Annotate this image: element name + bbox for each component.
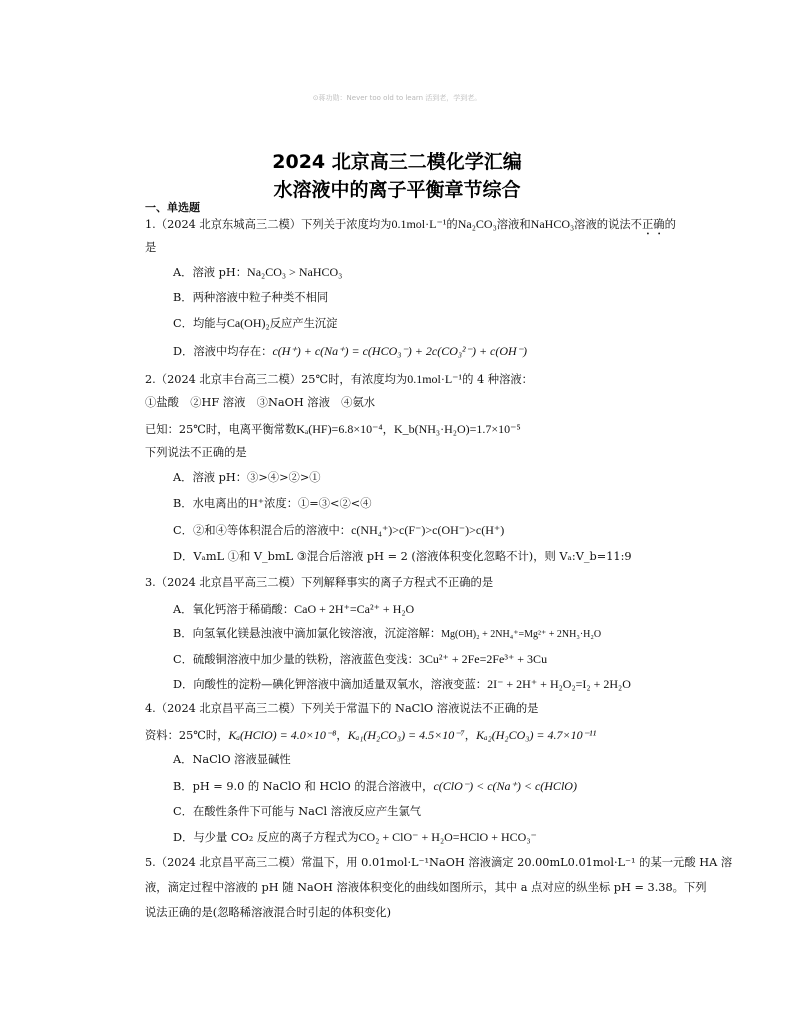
- q2-option-d: D．VₐmL ①和 V_bmL ③混合后溶液 pH = 2 (溶液体积变化忽略不计)，则 Vₐ:V_b=11:9: [173, 550, 632, 563]
- q2-known: 已知：25℃时，电离平衡常数Kₐ(HF)=6.8×10⁻⁴，K_b(NH₃·H₂O)=1.7×10⁻⁵: [145, 422, 521, 436]
- q1-option-a: A．溶液 pH：Na₂CO₃ > NaHCO₃: [173, 265, 343, 279]
- q2-solutions: ①盐酸 ②HF 溶液 ③NaOH 溶液 ④氨水: [145, 396, 376, 409]
- q2-prompt: 下列说法不正确的是: [145, 446, 247, 459]
- section-heading: 一、单选题: [145, 201, 200, 214]
- q2-option-c: C．②和④等体积混合后的溶液中：c(NH₄⁺)>c(F⁻)>c(OH⁻)>c(H⁺): [173, 523, 505, 537]
- q2-option-b: B．水电离出的H⁺浓度：①=③<②<④: [173, 496, 372, 510]
- q5-stem-line1: 5.（2024 北京昌平高三二模）常温下，用 0.01mol·L⁻¹NaOH 溶液滴定 20.00mL0.01mol·L⁻¹ 的某一元酸 HA 溶: [145, 856, 733, 869]
- q4-stem: 4.（2024 北京昌平高三二模）下列关于常温下的 NaClO 溶液说法不正确的是: [145, 702, 539, 715]
- q2-option-a: A．溶液 pH：③>④>②>①: [173, 471, 321, 484]
- q1-stem-cont: 是: [145, 241, 157, 254]
- q4-option-a: A．NaClO 溶液显碱性: [173, 753, 291, 766]
- q1-option-d: D．溶液中均存在：c(H⁺) + c(Na⁺) = c(HCO₃⁻) + 2c(CO₃²⁻) + c(OH⁻): [173, 344, 528, 358]
- q2-stem: 2.（2024 北京丰台高三二模）25℃时，有浓度均为0.1mol·L⁻¹的 4 种溶液：: [145, 372, 533, 386]
- q1-option-c: C．均能与Ca(OH)₂反应产生沉淀: [173, 316, 338, 330]
- q3-option-d: D．向酸性的淀粉—碘化钾溶液中滴加适量双氧水，溶液变蓝：2I⁻ + 2H⁺ + H₂O₂=I₂ + 2H₂O: [173, 677, 631, 691]
- q4-data: 资料：25℃时，Kₐ(HClO) = 4.0×10⁻⁸，Kₐ₁(H₂CO₃) = 4.5×10⁻⁷，Kₐ₂(H₂CO₃) = 4.7×10⁻¹¹: [145, 728, 597, 742]
- page-subtitle: 水溶液中的离子平衡章节综合: [273, 179, 521, 201]
- q5-stem-line2: 液，滴定过程中溶液的 pH 随 NaOH 溶液体积变化的曲线如图所示，其中 a 点对应的纵坐标 pH = 3.38。下列: [145, 881, 707, 894]
- watermark: ⊙蒋功勋：Never too old to learn 活到老，学到老。: [312, 94, 482, 102]
- q4-option-b: B．pH = 9.0 的 NaClO 和 HClO 的混合溶液中，c(ClO⁻) < c(Na⁺) < c(HClO): [173, 779, 577, 793]
- q4-option-d: D．与少量 CO₂ 反应的离子方程式为CO₂ + ClO⁻ + H₂O=HClO + HCO₃⁻: [173, 830, 537, 844]
- page-title: 2024 北京高三二模化学汇编: [272, 151, 522, 173]
- q3-option-a: A．氧化钙溶于稀硝酸：CaO + 2H⁺=Ca²⁺ + H₂O: [173, 602, 415, 616]
- q5-stem-line3: 说法正确的是(忽略稀溶液混合时引起的体积变化): [145, 906, 392, 919]
- q3-option-b: B．向氢氧化镁悬浊液中滴加氯化铵溶液，沉淀溶解：Mg(OH)₂ + 2NH₄⁺=Mg²⁺ + 2NH₃·H₂O: [173, 627, 602, 640]
- q3-stem: 3.（2024 北京昌平高三二模）下列解释事实的离子方程式不正确的是: [145, 576, 494, 589]
- q4-option-c: C．在酸性条件下可能与 NaCl 溶液反应产生氯气: [173, 805, 422, 818]
- q1-option-b: B．两种溶液中粒子种类不相同: [173, 291, 329, 304]
- q1-stem: 1.（2024 北京东城高三二模）下列关于浓度均为0.1mol·L⁻¹的Na₂CO₃溶液和NaHCO₃溶液的说法不正确的: [145, 217, 676, 231]
- q3-option-c: C．硫酸铜溶液中加少量的铁粉，溶液蓝色变浅：3Cu²⁺ + 2Fe=2Fe³⁺ + 3Cu: [173, 652, 548, 666]
